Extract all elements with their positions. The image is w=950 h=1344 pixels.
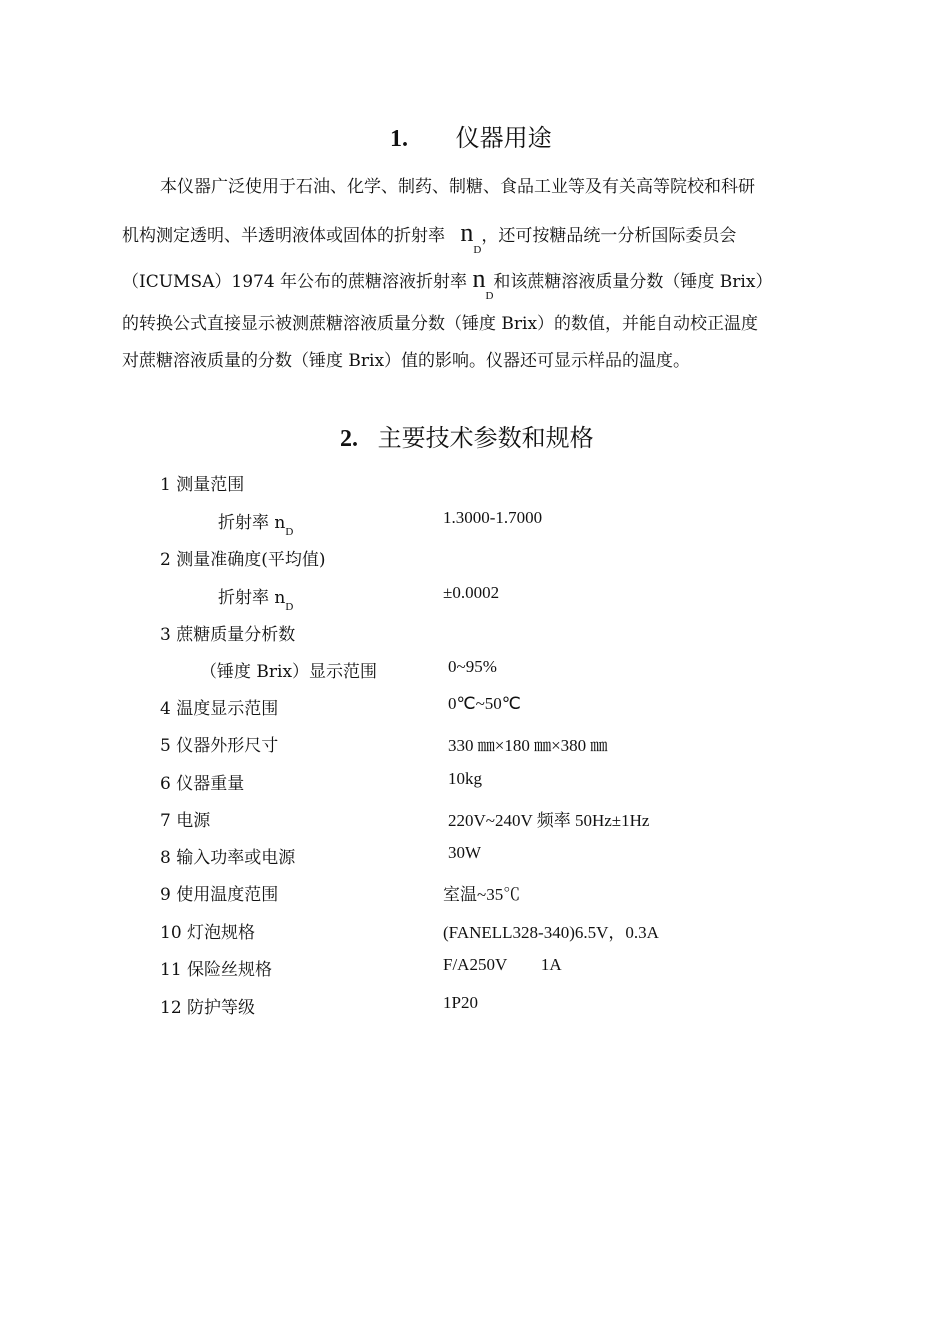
section-2-number: 2. [340,426,358,452]
spec-label-subscript: D [285,601,294,613]
paragraph-text: 对蔗糖溶液质量的分数（锤度 Brix）值的影响。仪器还可显示样品的温度。 [122,351,691,371]
spec-value: 30W [448,843,482,862]
paragraph-line [122,218,736,256]
spec-label: （锤度 Brix）显示范围 [200,662,378,682]
spec-value: 室温~35℃ [443,885,521,904]
paragraph-line [160,172,755,197]
section-1-title: 仪器用途 [455,124,552,152]
refractive-index-subscript: D [485,290,494,302]
spec-label: 10 灯泡规格 [160,923,256,943]
spec-label: 11 保险丝规格 [160,960,273,980]
spec-value: 1P20 [443,993,478,1012]
spec-label: 3 蔗糖质量分析数 [160,625,296,645]
spec-label-text: 折射率 n [218,513,286,533]
section-1-heading [390,118,552,153]
spec-value: 220V~240V 频率 50Hz±1Hz [448,811,650,830]
paragraph-text: 本仪器广泛使用于石油、化学、制药、制糖、食品工业等及有关高等院校和科研 [160,177,755,197]
section-2-title: 主要技术参数和规格 [377,424,594,452]
refractive-index-symbol: n [460,218,474,247]
spec-label: 9 使用温度范围 [160,885,279,905]
spec-value: 330 ㎜×180 ㎜×380 ㎜ [448,736,608,755]
spec-label [218,583,293,613]
paragraph-text: 的转换公式直接显示被测蔗糖溶液质量分数（锤度 Brix）的数值，并能自动校正温度 [122,314,759,334]
spec-label [218,508,293,538]
paragraph-text: 和该蔗糖溶液质量分数（锤度 Brix） [493,272,773,292]
section-2-heading [340,418,594,453]
refractive-index-subscript: D [473,244,482,256]
spec-value: 0~95% [448,657,497,676]
spec-label: 6 仪器重量 [160,774,245,794]
paragraph-line [122,346,690,371]
paragraph-text: ，还可按糖品统一分析国际委员会 [481,226,737,246]
paragraph-line [122,264,772,302]
spec-label: 2 测量准确度(平均值) [160,550,326,570]
spec-label: 12 防护等级 [160,998,256,1018]
refractive-index-symbol: n [472,264,486,293]
spec-label: 8 输入功率或电源 [160,848,296,868]
spec-label-subscript: D [285,526,294,538]
spec-value: 0℃~50℃ [448,694,521,713]
spec-value: 10kg [448,769,482,788]
spec-value: F/A250V 1A [443,955,562,974]
paragraph-text: （ICUMSA）1974 年公布的蔗糖溶液折射率 [122,272,468,292]
paragraph-text: 机构测定透明、半透明液体或固体的折射率 [122,226,445,246]
spec-label: 7 电源 [160,811,211,831]
spec-label: 5 仪器外形尺寸 [160,736,279,756]
spec-label: 1 测量范围 [160,475,245,495]
spec-value: ±0.0002 [443,583,500,602]
paragraph-line [122,309,758,334]
spec-value: (FANELL328-340)6.5V，0.3A [443,923,659,942]
section-1-number: 1. [390,126,408,152]
spec-value: 1.3000-1.7000 [443,508,543,527]
spec-label: 4 温度显示范围 [160,699,279,719]
spec-label-text: 折射率 n [218,588,286,608]
